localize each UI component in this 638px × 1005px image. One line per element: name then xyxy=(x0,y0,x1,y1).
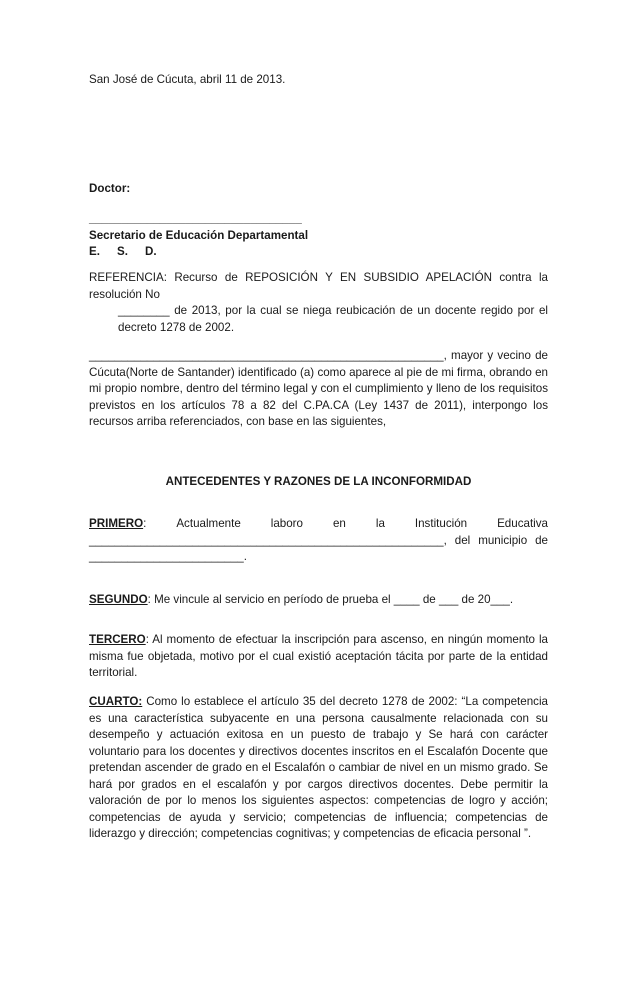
primero-word: en xyxy=(332,517,346,530)
addressee-position: Secretario de Educación Departamental xyxy=(89,228,309,242)
primero-word: Institución xyxy=(414,517,468,530)
tercero-label: TERCERO xyxy=(89,633,146,646)
abbr-e: E. xyxy=(89,245,100,258)
intro-paragraph: _______________________________________________________, mayor y vecino de Cúcuta(Norte de Santander) identificado (a) como aparece al pie de mi firma, obrando en mi propio nombre, dentro del término legal y con el cumplimiento y lleno de los requisitos previstos en los artículos 78 a 82 del C.PA.CA (Ley 1437 de 2011), interpongo los recursos arriba referenciados, con base en las siguientes, xyxy=(89,349,548,428)
addressee-abbreviation xyxy=(89,244,548,261)
segundo-text: : Me vincule al servicio en período de prueba el ____ de ___ de 20___. xyxy=(147,593,514,606)
abbr-d: D. xyxy=(145,245,157,258)
primero-word: laboro xyxy=(270,517,303,530)
segundo-paragraph xyxy=(89,592,548,609)
cuarto-label: CUARTO: xyxy=(89,695,143,708)
primero-label: PRIMERO xyxy=(89,517,144,530)
addressee-block xyxy=(89,211,548,261)
primero-line-3: ________________________. xyxy=(89,550,247,563)
salutation: Doctor: xyxy=(89,182,131,195)
primero-paragraph xyxy=(89,516,548,566)
segundo-label: SEGUNDO xyxy=(89,593,148,606)
date-line: San José de Cúcuta, abril 11 de 2013. xyxy=(89,73,286,86)
reference-text-1: Recurso de REPOSICIÓN Y EN SUBSIDIO APELACIÓN contra la resolución No xyxy=(89,271,548,301)
primero-colon: : xyxy=(143,517,147,530)
primero-word: Actualmente xyxy=(176,517,241,530)
section-heading: ANTECEDENTES Y RAZONES DE LA INCONFORMIDAD xyxy=(165,475,472,488)
tercero-paragraph xyxy=(89,632,548,682)
reference-label: REFERENCIA: xyxy=(89,271,167,284)
reference-text-2: ________ de 2013, por la cual se niega reubicación de un docente regido por el xyxy=(118,304,548,317)
primero-word: Educativa xyxy=(497,517,548,530)
primero-line-2: _______________________________________________________, del municipio de xyxy=(89,533,548,547)
reference-text-3: decreto 1278 de 2002. xyxy=(118,320,235,334)
cuarto-text: Como lo establece el artículo 35 del decreto 1278 de 2002: “La competencia es una característica subyacente en una persona causalmente relacionada con su desempeño y actuación exitosa en un puesto de trabajo y Se hará con carácter voluntario para los docentes y directivos docentes inscritos en el Escalafón Docente que pretendan ascender de grado en el Escalafón o cambiar de nivel en un mismo grado. Se hará por grados en el escalafón y por cargos directivos docentes. Debe permitir la valoración de por lo menos los siguientes aspectos: competencias de logro y acción; competencias de ayuda y servicio; competencias de influencia; competencias de liderazgo y dirección; competencias cognitivas; y competencias de eficacia personal ”. xyxy=(89,695,548,840)
abbr-s: S. xyxy=(117,245,128,258)
reference-paragraph xyxy=(89,270,548,336)
cuarto-paragraph xyxy=(89,694,548,843)
primero-line-1 xyxy=(89,516,548,533)
tercero-text: : Al momento de efectuar la inscripción para ascenso, en ningún momento la misma fue objetada, motivo por el cual existió aceptación tácita por parte de la entidad territorial. xyxy=(89,633,548,679)
addressee-name-blank: _________________________________ xyxy=(89,212,302,225)
primero-word: la xyxy=(375,517,385,530)
